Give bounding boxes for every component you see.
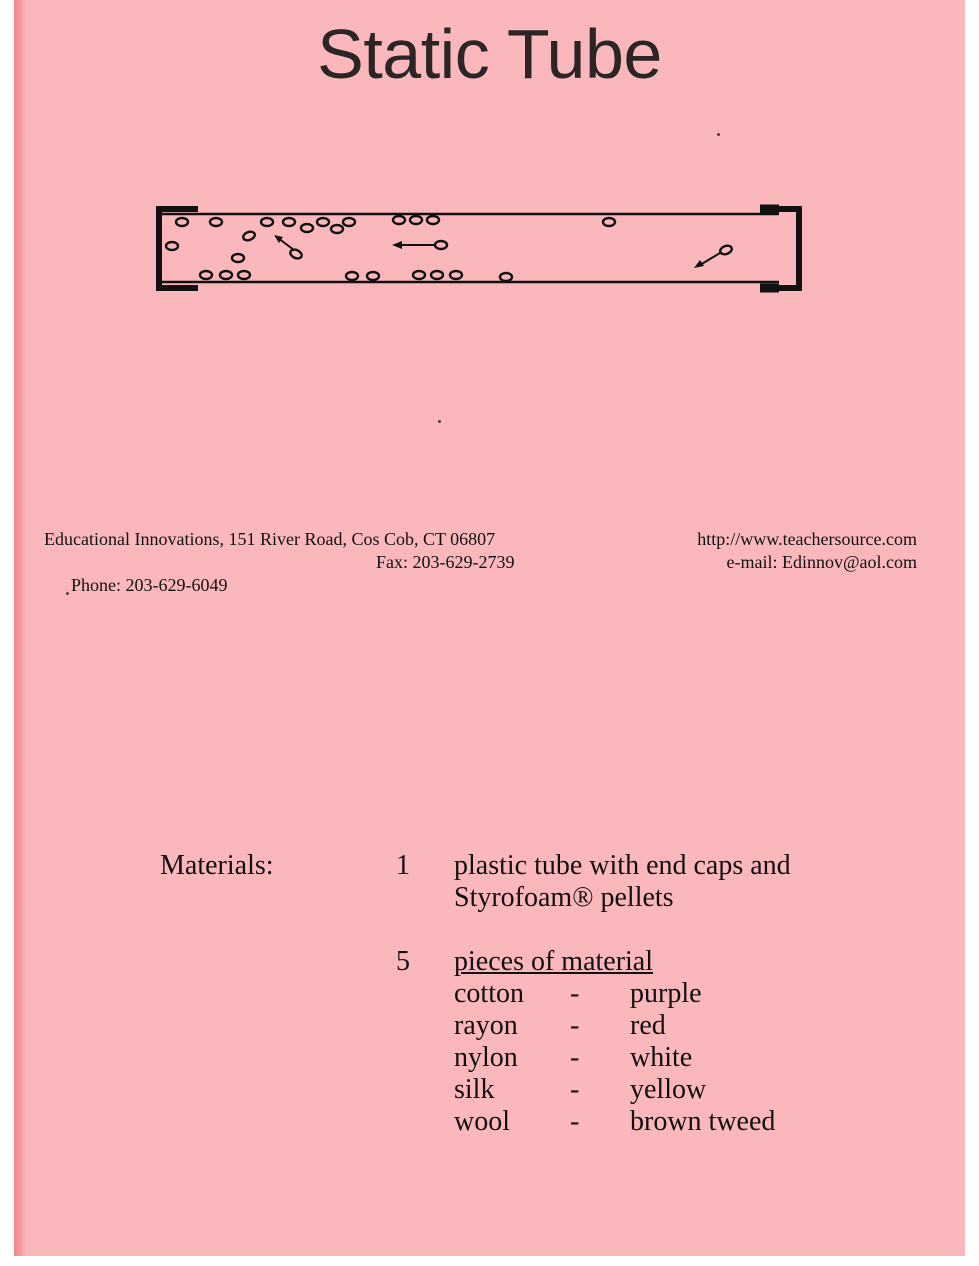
fabric-color: yellow: [630, 1074, 707, 1105]
fabric-color: white: [630, 1042, 693, 1073]
company-contact-block: [44, 528, 515, 595]
fabric-color: brown tweed: [630, 1106, 776, 1137]
fabric-name: nylon: [454, 1042, 518, 1073]
materials-label: Materials:: [160, 850, 274, 881]
fabric-name: wool: [454, 1106, 510, 1137]
web-contact-block: [697, 528, 917, 574]
fabric-dash: -: [570, 1074, 580, 1105]
fabric-dash: -: [570, 978, 580, 1009]
phone-number: Phone: 203-629-6049: [71, 575, 228, 595]
item-quantity: 1: [396, 850, 410, 881]
fabric-dash: -: [570, 1042, 580, 1073]
static-tube-illustration: [154, 202, 834, 302]
item-quantity: 5: [396, 946, 410, 977]
fabric-dash: -: [570, 1010, 580, 1041]
fabric-name: silk: [454, 1074, 495, 1105]
fabric-color: purple: [630, 978, 702, 1009]
email-address[interactable]: e-mail: Edinnov@aol.com: [726, 552, 917, 572]
scan-speck: [438, 420, 441, 423]
fabric-color: red: [630, 1010, 666, 1041]
page: [14, 0, 965, 1256]
item-description-line1: plastic tube with end caps and: [454, 850, 791, 881]
phone-fax-row: [44, 551, 515, 595]
item-description-line2: Styrofoam® pellets: [454, 882, 674, 913]
fax-number: Fax: 203-629-2739: [376, 552, 515, 572]
page-left-edge: [14, 0, 26, 1256]
fabric-list-heading: pieces of material: [454, 946, 654, 977]
page-title: Static Tube: [317, 15, 662, 93]
fabric-dash: -: [570, 1106, 580, 1137]
fabric-name: rayon: [454, 1010, 518, 1041]
website-link[interactable]: http://www.teachersource.com: [697, 529, 917, 549]
scan-speck: [66, 592, 69, 595]
scan-speck: [717, 133, 720, 136]
fabric-name: cotton: [454, 978, 524, 1009]
company-address: Educational Innovations, 151 River Road, Cos Cob, CT 06807: [44, 529, 496, 549]
